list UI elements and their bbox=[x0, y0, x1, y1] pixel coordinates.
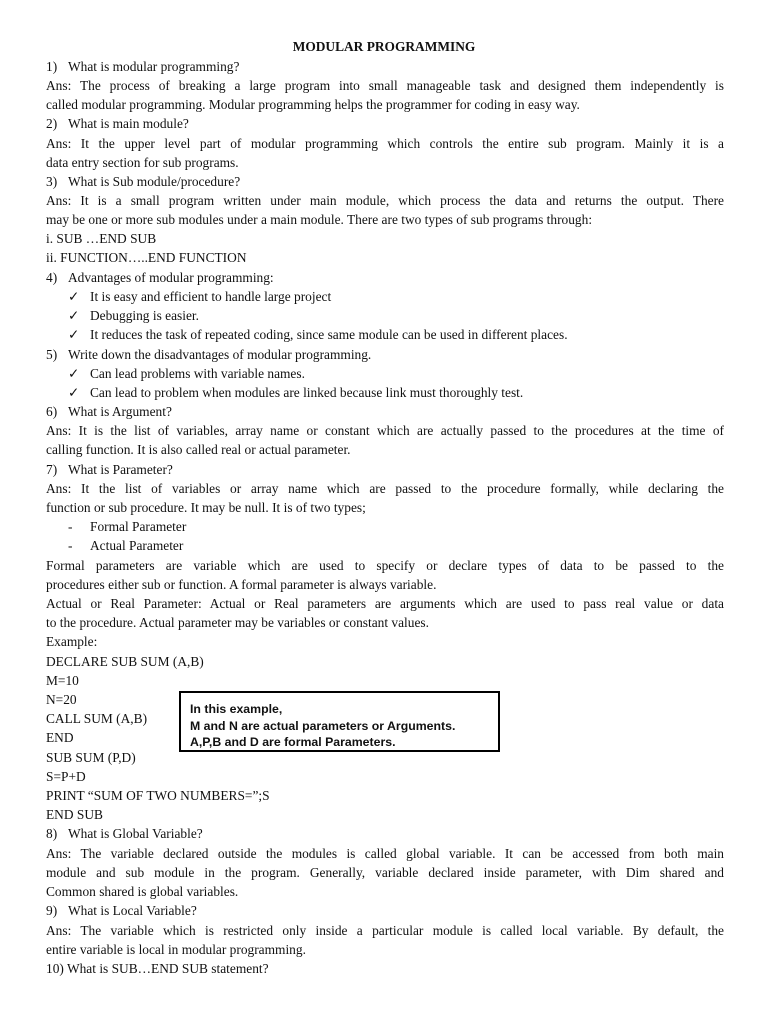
disadvantage-item bbox=[68, 364, 746, 383]
disadvantage-item bbox=[68, 383, 746, 402]
answer-9-line: entire variable is local in modular programming. bbox=[46, 942, 306, 957]
note-line: In this example, bbox=[190, 702, 283, 716]
question-number: 10) bbox=[46, 961, 64, 976]
disadvantage-text: Can lead problems with variable names. bbox=[90, 366, 305, 381]
dash-bullet: - bbox=[68, 519, 73, 534]
question-number: 8) bbox=[46, 826, 58, 841]
question-text: What is Argument? bbox=[68, 404, 172, 419]
answer-8-line: module and sub module in the program. Generally, variable declared inside parameter, with Dim shared and bbox=[46, 865, 724, 880]
question-text: Write down the disadvantages of modular programming. bbox=[68, 347, 372, 362]
question-text: What is Sub module/procedure? bbox=[68, 174, 241, 189]
advantage-item bbox=[68, 306, 746, 325]
param-type-item bbox=[68, 517, 746, 536]
question-5 bbox=[46, 345, 724, 364]
question-text: Advantages of modular programming: bbox=[68, 270, 274, 285]
question-text: What is SUB…END SUB statement? bbox=[66, 961, 269, 976]
advantage-item bbox=[68, 287, 746, 306]
question-number: 4) bbox=[46, 270, 58, 285]
dash-bullet: - bbox=[68, 538, 73, 553]
answer-8-line: Common shared is global variables. bbox=[46, 884, 239, 899]
example-label: Example: bbox=[46, 634, 98, 649]
question-text: What is Local Variable? bbox=[68, 903, 197, 918]
question-number: 5) bbox=[46, 347, 58, 362]
param-type-item bbox=[68, 536, 746, 555]
question-number: 2) bbox=[46, 116, 58, 131]
formal-desc-line: Formal parameters are variable which are used to specify or declare types of data to be passed to the bbox=[46, 558, 724, 573]
document-title: MODULAR PROGRAMMING bbox=[292, 39, 476, 54]
code-line: SUB SUM (P,D) bbox=[46, 750, 136, 765]
answer-3-line: Ans: It is a small program written under main module, which process the data and returns the output. There bbox=[46, 193, 724, 208]
answer-3-line: may be one or more sub modules under a main module. There are two types of sub programs through: bbox=[46, 212, 593, 227]
answer-8-line: Ans: The variable declared outside the modules is called global variable. It can be accessed from both main bbox=[46, 846, 724, 861]
question-8 bbox=[46, 824, 724, 843]
answer-3-line: ii. FUNCTION…..END FUNCTION bbox=[46, 250, 247, 265]
formal-desc-line: procedures either sub or function. A formal parameter is always variable. bbox=[46, 577, 437, 592]
answer-3-line: i. SUB …END SUB bbox=[46, 231, 157, 246]
question-text: What is main module? bbox=[68, 116, 189, 131]
code-line: END bbox=[46, 730, 74, 745]
actual-desc-line: Actual or Real Parameter: Actual or Real parameters are arguments which are used to pass real value or data bbox=[46, 596, 724, 611]
question-4 bbox=[46, 268, 724, 287]
answer-7-line: function or sub procedure. It may be null. It is of two types; bbox=[46, 500, 366, 515]
answer-2-line: Ans: It the upper level part of modular programming which controls the entire sub program. Mainly it is a bbox=[46, 136, 724, 151]
question-10 bbox=[46, 959, 724, 978]
note-line: M and N are actual parameters or Arguments. bbox=[190, 718, 456, 733]
code-line: DECLARE SUB SUM (A,B) bbox=[46, 654, 204, 669]
question-text: What is Global Variable? bbox=[68, 826, 203, 841]
question-number: 3) bbox=[46, 174, 58, 189]
param-type-text: Actual Parameter bbox=[90, 538, 184, 553]
answer-9-line: Ans: The variable which is restricted only inside a particular module is called local variable. By default, the bbox=[46, 923, 724, 938]
code-line: CALL SUM (A,B) bbox=[46, 711, 148, 726]
code-line: S=P+D bbox=[46, 769, 86, 784]
checkmark-icon: ✓ bbox=[68, 308, 80, 323]
checkmark-icon: ✓ bbox=[68, 289, 80, 304]
advantage-text: It reduces the task of repeated coding, since same module can be used in different places. bbox=[90, 327, 568, 342]
question-6 bbox=[46, 402, 724, 421]
answer-7-line: Ans: It the list of variables or array name which are passed to the procedure formally, while declaring the bbox=[46, 481, 724, 496]
example-note-box bbox=[179, 691, 500, 752]
question-9 bbox=[46, 901, 724, 920]
question-2 bbox=[46, 114, 724, 133]
question-text: What is modular programming? bbox=[68, 59, 240, 74]
question-number: 9) bbox=[46, 903, 58, 918]
question-3 bbox=[46, 172, 724, 191]
question-7 bbox=[46, 460, 724, 479]
question-number: 1) bbox=[46, 59, 58, 74]
checkmark-icon: ✓ bbox=[68, 366, 80, 381]
code-line: END SUB bbox=[46, 807, 103, 822]
answer-6-line: calling function. It is also called real or actual parameter. bbox=[46, 442, 351, 457]
disadvantage-text: Can lead to problem when modules are linked because link must thoroughly test. bbox=[90, 385, 524, 400]
note-line: A,P,B and D are formal Parameters. bbox=[190, 735, 396, 749]
question-1 bbox=[46, 57, 724, 76]
code-line: PRINT “SUM OF TWO NUMBERS=”;S bbox=[46, 788, 270, 803]
checkmark-icon: ✓ bbox=[68, 327, 80, 342]
checkmark-icon: ✓ bbox=[68, 385, 80, 400]
answer-1-line: called modular programming. Modular programming helps the programmer for coding in easy way. bbox=[46, 97, 580, 112]
answer-6-line: Ans: It is the list of variables, array name or constant which are actually passed to the procedures at the time of bbox=[46, 423, 724, 438]
advantage-text: It is easy and efficient to handle large project bbox=[90, 289, 332, 304]
actual-desc-line: to the procedure. Actual parameter may be variables or constant values. bbox=[46, 615, 429, 630]
advantage-text: Debugging is easier. bbox=[90, 308, 199, 323]
answer-2-line: data entry section for sub programs. bbox=[46, 155, 239, 170]
question-number: 6) bbox=[46, 404, 58, 419]
question-number: 7) bbox=[46, 462, 58, 477]
param-type-text: Formal Parameter bbox=[90, 519, 187, 534]
code-line: M=10 bbox=[46, 673, 79, 688]
code-line: N=20 bbox=[46, 692, 77, 707]
answer-1-line: Ans: The process of breaking a large program into small manageable task and designed them independently is bbox=[46, 78, 724, 93]
advantage-item bbox=[68, 325, 746, 344]
question-text: What is Parameter? bbox=[68, 462, 173, 477]
